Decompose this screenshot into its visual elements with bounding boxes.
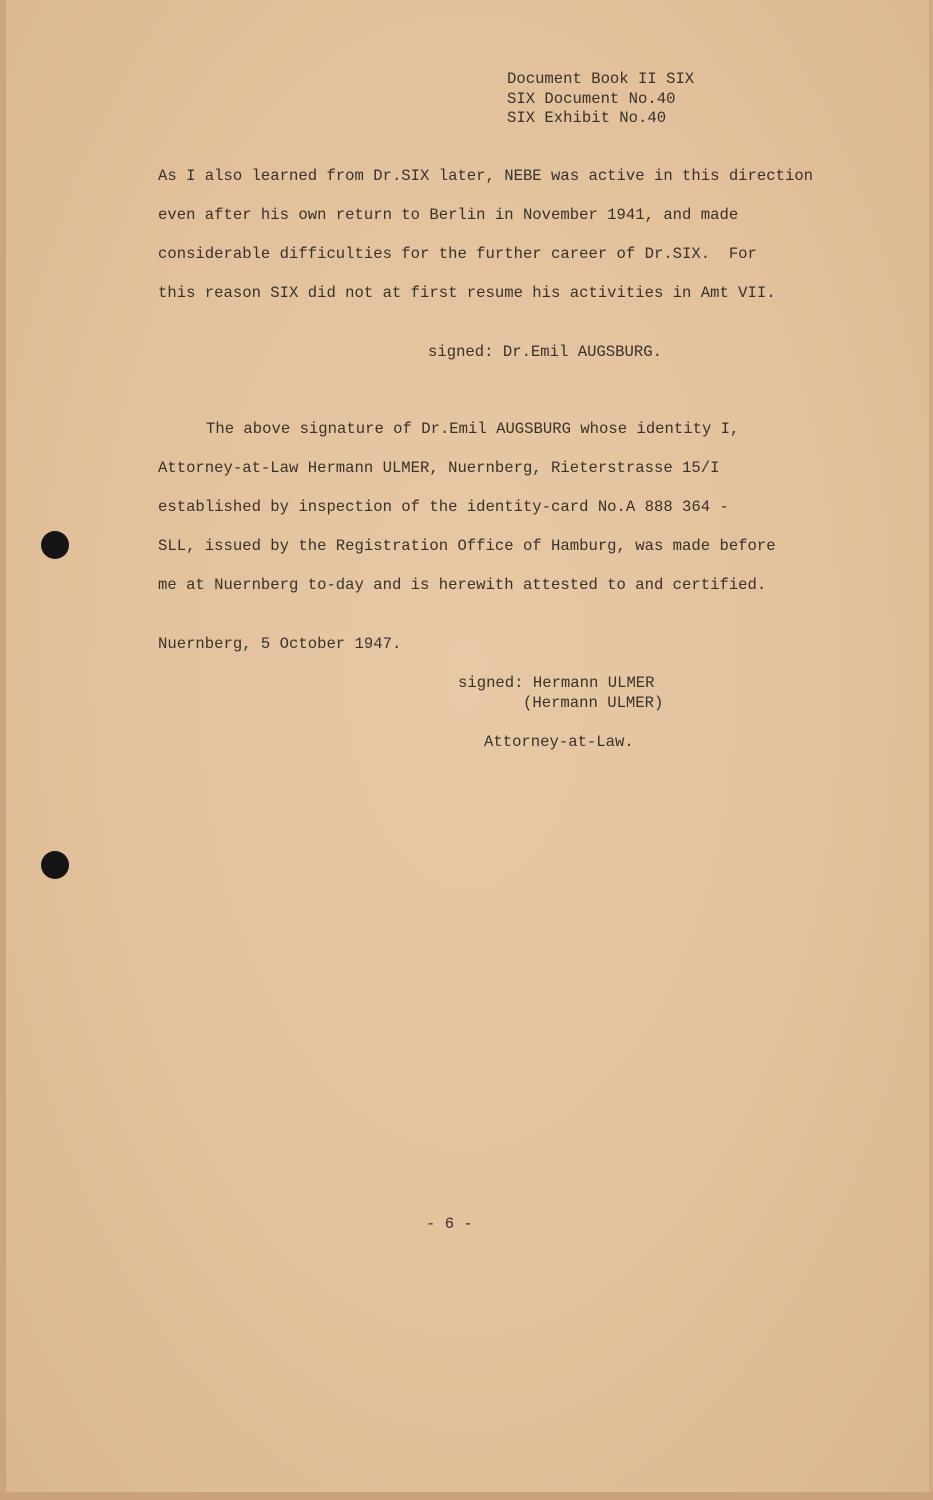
statement-line: As I also learned from Dr.SIX later, NEBE was active in this direction bbox=[158, 167, 814, 185]
certification-line: Attorney-at-Law Hermann ULMER, Nuernberg, Rieterstrasse 15/I bbox=[158, 459, 720, 477]
attorney-signed-line: signed: Hermann ULMER bbox=[458, 674, 655, 692]
certification-line: The above signature of Dr.Emil AUGSBURG whose identity I, bbox=[206, 420, 740, 438]
certification-line: SLL, issued by the Registration Office of Hamburg, was made before bbox=[158, 537, 776, 555]
statement-line: this reason SIX did not at first resume his activities in Amt VII. bbox=[158, 284, 776, 302]
punch-hole-icon bbox=[41, 531, 69, 559]
attorney-title: Attorney-at-Law. bbox=[484, 733, 634, 751]
document-reference-header bbox=[507, 70, 694, 129]
paper-edge-left bbox=[0, 0, 6, 1500]
attorney-printed-name: (Hermann ULMER) bbox=[523, 694, 664, 712]
page-number: - 6 - bbox=[426, 1215, 473, 1233]
augsburg-signature-line: signed: Dr.Emil AUGSBURG. bbox=[428, 343, 662, 361]
place-date-line: Nuernberg, 5 October 1947. bbox=[158, 635, 402, 653]
certification-line: established by inspection of the identity-card No.A 888 364 - bbox=[158, 498, 729, 516]
punch-hole-icon bbox=[41, 851, 69, 879]
header-line-document-book: Document Book II SIX bbox=[507, 70, 695, 88]
paper-edge-right bbox=[929, 0, 933, 1500]
statement-line: considerable difficulties for the further career of Dr.SIX. For bbox=[158, 245, 757, 263]
header-line-document-no: SIX Document No.40 bbox=[507, 89, 676, 108]
statement-line: even after his own return to Berlin in November 1941, and made bbox=[158, 206, 739, 224]
header-line-exhibit-no: SIX Exhibit No.40 bbox=[507, 109, 667, 127]
paper-edge-bottom bbox=[0, 1492, 933, 1500]
certification-line: me at Nuernberg to-day and is herewith attested to and certified. bbox=[158, 576, 767, 594]
attorney-signature-block bbox=[458, 673, 663, 713]
